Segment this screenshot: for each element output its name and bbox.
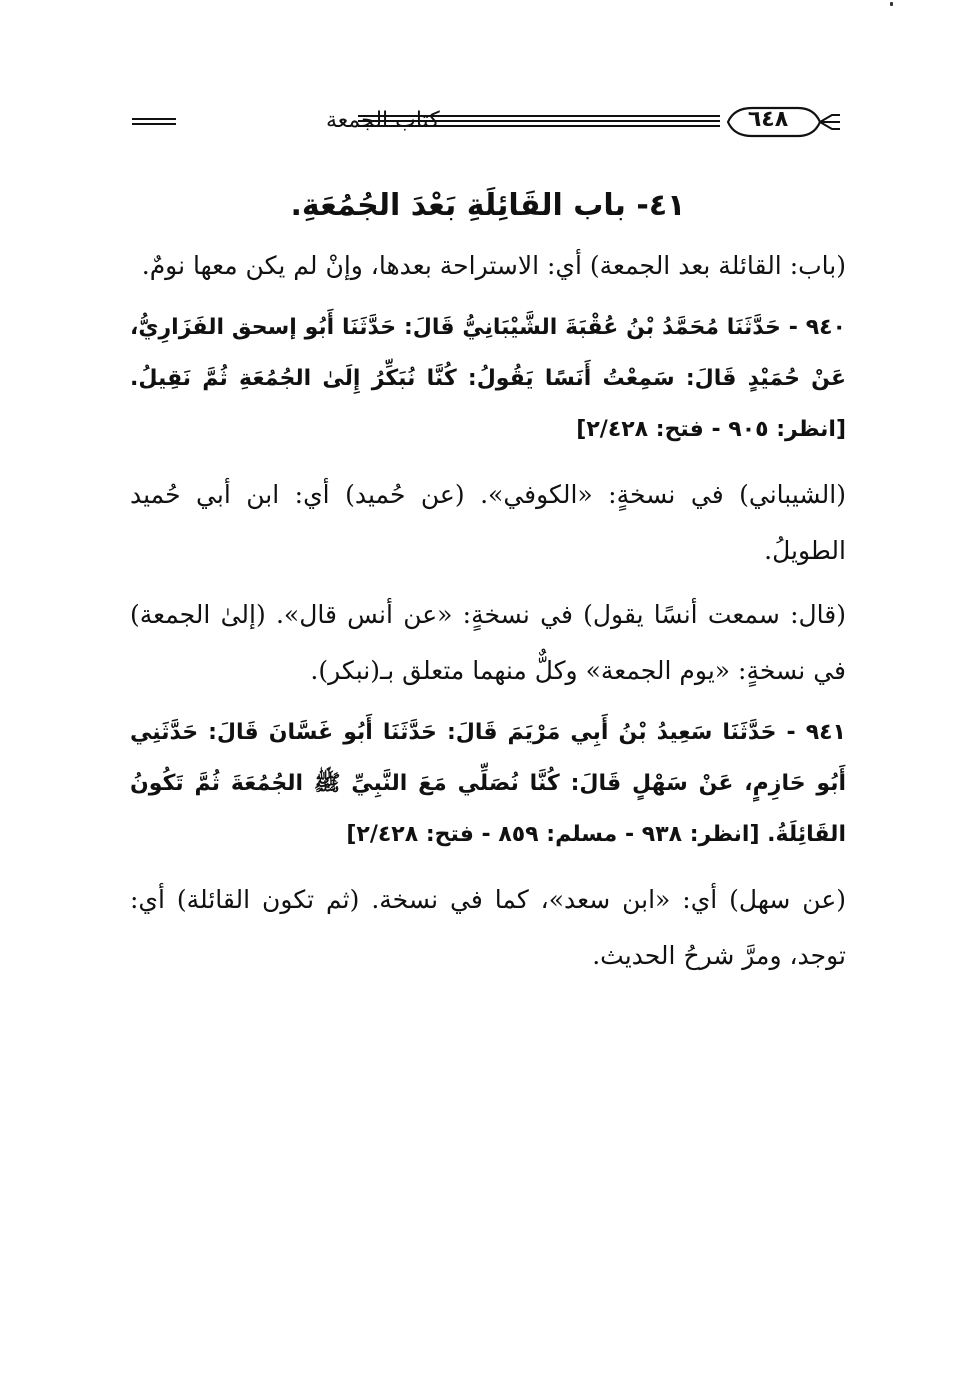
hadith-text: ٩٤٠ - حَدَّثَنَا مُحَمَّدُ بْنُ عُقْبَةَ الشَّيْبَانِيُّ قَالَ: حَدَّثَنَا أَبُو إسحق الفَزَارِيُّ، عَنْ حُمَيْدٍ قَالَ: سَمِعْتُ أَنَسًا يَقُولُ: كُنَّا نُبَكِّرُ إِلَىٰ الجُمُعَةِ ثُمَّ نَقِيلُ. [انظر: ٩٠٥ - فتح: ٢/٤٢٨] — [130, 315, 846, 442]
commentary-paragraph: (باب: القائلة بعد الجمعة) أي: الاستراحة بعدها، وإنْ لم يكن معها نومٌ. — [141, 251, 846, 280]
scan-speck — [890, 2, 893, 6]
page-number: ٦٤٨ — [747, 107, 789, 132]
page-body — [130, 176, 846, 992]
hadith-text: ٩٤١ - حَدَّثَنَا سَعِيدُ بْنُ أَبِي مَرْيَمَ قَالَ: حَدَّثَنَا أَبُو غَسَّانَ قَالَ: حَدَّثَنِي أَبُو حَازِمٍ، عَنْ سَهْلٍ قَالَ: كُنَّا نُصَلِّي مَعَ النَّبِيِّ ﷺ الجُمُعَةَ ثُمَّ تَكُونُ القَائِلَةُ. [انظر: ٩٣٨ - مسلم: ٨٥٩ - فتح: ٢/٤٢٨] — [130, 720, 846, 847]
page-header — [130, 104, 842, 140]
chapter-heading: ٤١- باب القَائِلَةِ بَعْدَ الجُمُعَةِ. — [290, 188, 686, 223]
commentary-paragraph: (قال: سمعت أنسًا يقول) في نسخةٍ: «عن أنس قال». (إلىٰ الجمعة) في نسخةٍ: «يوم الجمعة» وكلٌّ منهما متعلق بـ(نبكر). — [130, 600, 846, 685]
commentary-paragraph: (الشيباني) في نسخةٍ: «الكوفي». (عن حُميد) أي: ابن أبي حُميد الطويلُ. — [130, 480, 846, 565]
running-book-title: كتاب الجمعة — [326, 108, 440, 133]
commentary-paragraph: (عن سهل) أي: «ابن سعد»، كما في نسخة. (ثم تكون القائلة) أي: توجد، ومرَّ شرحُ الحديث. — [130, 885, 846, 970]
